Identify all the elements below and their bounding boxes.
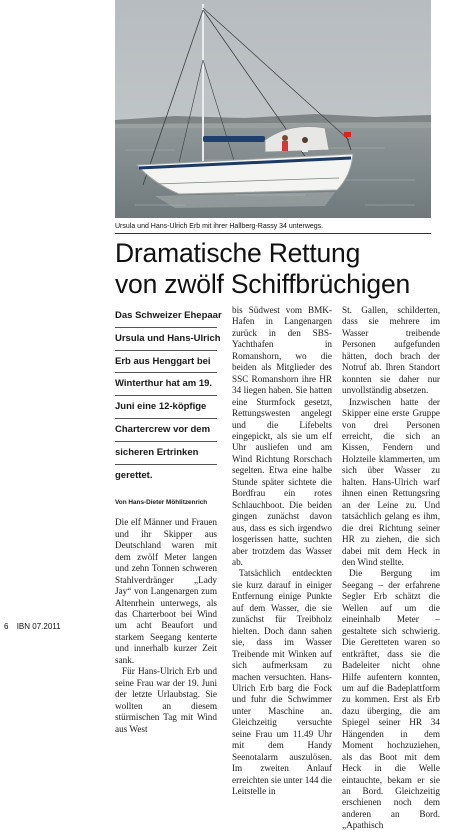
lead-line: Das Schweizer Ehepaar	[115, 310, 222, 321]
lead-line: Chartercrew vor dem	[115, 423, 211, 435]
lead-line: Erb aus Henggart bei	[115, 355, 211, 367]
headline-line-1: Dramatische Rettung	[115, 238, 361, 268]
lead-line: Juni eine 12-köpfige	[115, 401, 207, 413]
photo-caption: Ursula und Hans-Ulrich Erb mit ihrer Hallberg-Rassy 34 unterwegs.	[115, 223, 324, 230]
body-paragraph: Die elf Männer und Frauen und ihr Skipper aus Deutschland waren mit dem zwölf Meter langen und zehn Tonnen schweren Stahlverdränger „Lady Jay“ von Langenargen zum Altenrhein unterwegs, als das Charterboot bei Wind um acht Beaufort und starkem Seegang kenterte und innerhalb kurzer Zeit sank.	[115, 517, 217, 665]
article-column-1	[115, 305, 222, 735]
body-paragraph: Inzwischen hatte der Skipper eine erste Gruppe von drei Personen erreicht, die sich an Kissen, Fendern und Holzteile klammerten, um sich über Wasser zu halten. Hans-Ulrich warf ihnen einen Rettungsring an der Leine zu. Und tatsächlich gelang es ihm, die drei Richtung seiner HR zu ziehen, die sich dabei mit dem Heck in den Wind stellte.	[342, 396, 440, 567]
yacht-photo	[115, 0, 431, 218]
body-paragraph: St. Gallen, schilderten, dass sie mehrere im Wasser treibende Personen aufgefunden hätten, doch brach der Notruf ab. Ihren Standort konnten sie daher nur unvollständig absetzen.	[342, 305, 440, 396]
headline-line-2: von zwölf Schiffbrüchigen	[115, 269, 411, 299]
lead-line: Ursula und Hans-Ulrich	[115, 332, 221, 344]
yacht-photo-illustration	[115, 0, 431, 218]
article-column-3	[342, 305, 440, 832]
body-paragraph: bis Südwest vom BMK-Hafen in Langenargen zurück in den SBS-Yachthafen in Romanshorn, wo die beiden als Mitglieder des SSC Romanshorn ihre HR 34 liegen haben. Sie hatten eine Sturmfock gesetzt, Rettungswesten angelegt und die Lifebelts eingepickt, als sie um elf Uhr ausliefen und am Wind Richtung Rorschach segelten. Etwa eine halbe Stunde später sichtete die Bordfrau ein rotes Schlauchboot. Die beiden gingen zunächst davon aus, dass es sich irgendwo losgerissen hatte, suchten aber trotzdem das Wasser ab.	[232, 305, 332, 567]
body-paragraph: Tatsächlich entdeckten sie kurz darauf in einiger Entfernung einige Punkte auf dem Wasser, die sie zunächst für Treibholz hielten. Doch dann sahen sie, dass im Wasser Treibende mit Winken auf sich aufmerksam zu machen versuchten. Hans-Ulrich Erb barg die Fock und fuhr die Schwimmer unter Maschine an. Gleichzeitig versuchte seine Frau um 11.49 Uhr mit dem Handy Seenotalarm auszulösen. Im zweiten Anlauf erreichten sie unter 144 die Leitstelle in	[232, 568, 332, 797]
author-byline: Von Hans-Dieter Möhlitzenrich	[115, 499, 208, 507]
body-paragraph: Für Hans-Ulrich Erb und seine Frau war der 19. Juni der letzte Urlaubstag. Sie wollten an diesem stürmischen Tag mit Wind aus West	[115, 666, 217, 734]
headline	[115, 238, 440, 300]
issue-label: IBN 07.2011	[16, 622, 61, 631]
article-column-2	[232, 305, 332, 797]
headline-rule	[115, 233, 431, 234]
page-footer	[4, 622, 61, 631]
lead-line: sicheren Ertrinken	[115, 446, 199, 458]
body-paragraph: Die Bergung im Seegang – der erfahrene Segler Erb schätzt die Wellen auf um die eineinhalb Meter – gestaltete sich schwierig. Die Geretteten waren so entkräftet, dass sie die Badeleiter nicht ohne Hilfe aufentern konnten, um auf die Badeplattform zu kommen. Erst als Erb dazu überging, die am Spiegel seiner HR 34 Hängenden in dem Moment hochzuziehen, als das Boot mit dem Heck in die Welle eintauchte, bekam er sie an Bord. Gleichzeitig erschienen noch dem anderen an Bord. „Apathisch	[342, 568, 440, 831]
lead-paragraph	[115, 305, 222, 486]
page-number: 6	[4, 622, 9, 631]
lead-line: Winterthur hat am 19.	[115, 378, 213, 390]
lead-line: gerettet.	[115, 469, 153, 481]
